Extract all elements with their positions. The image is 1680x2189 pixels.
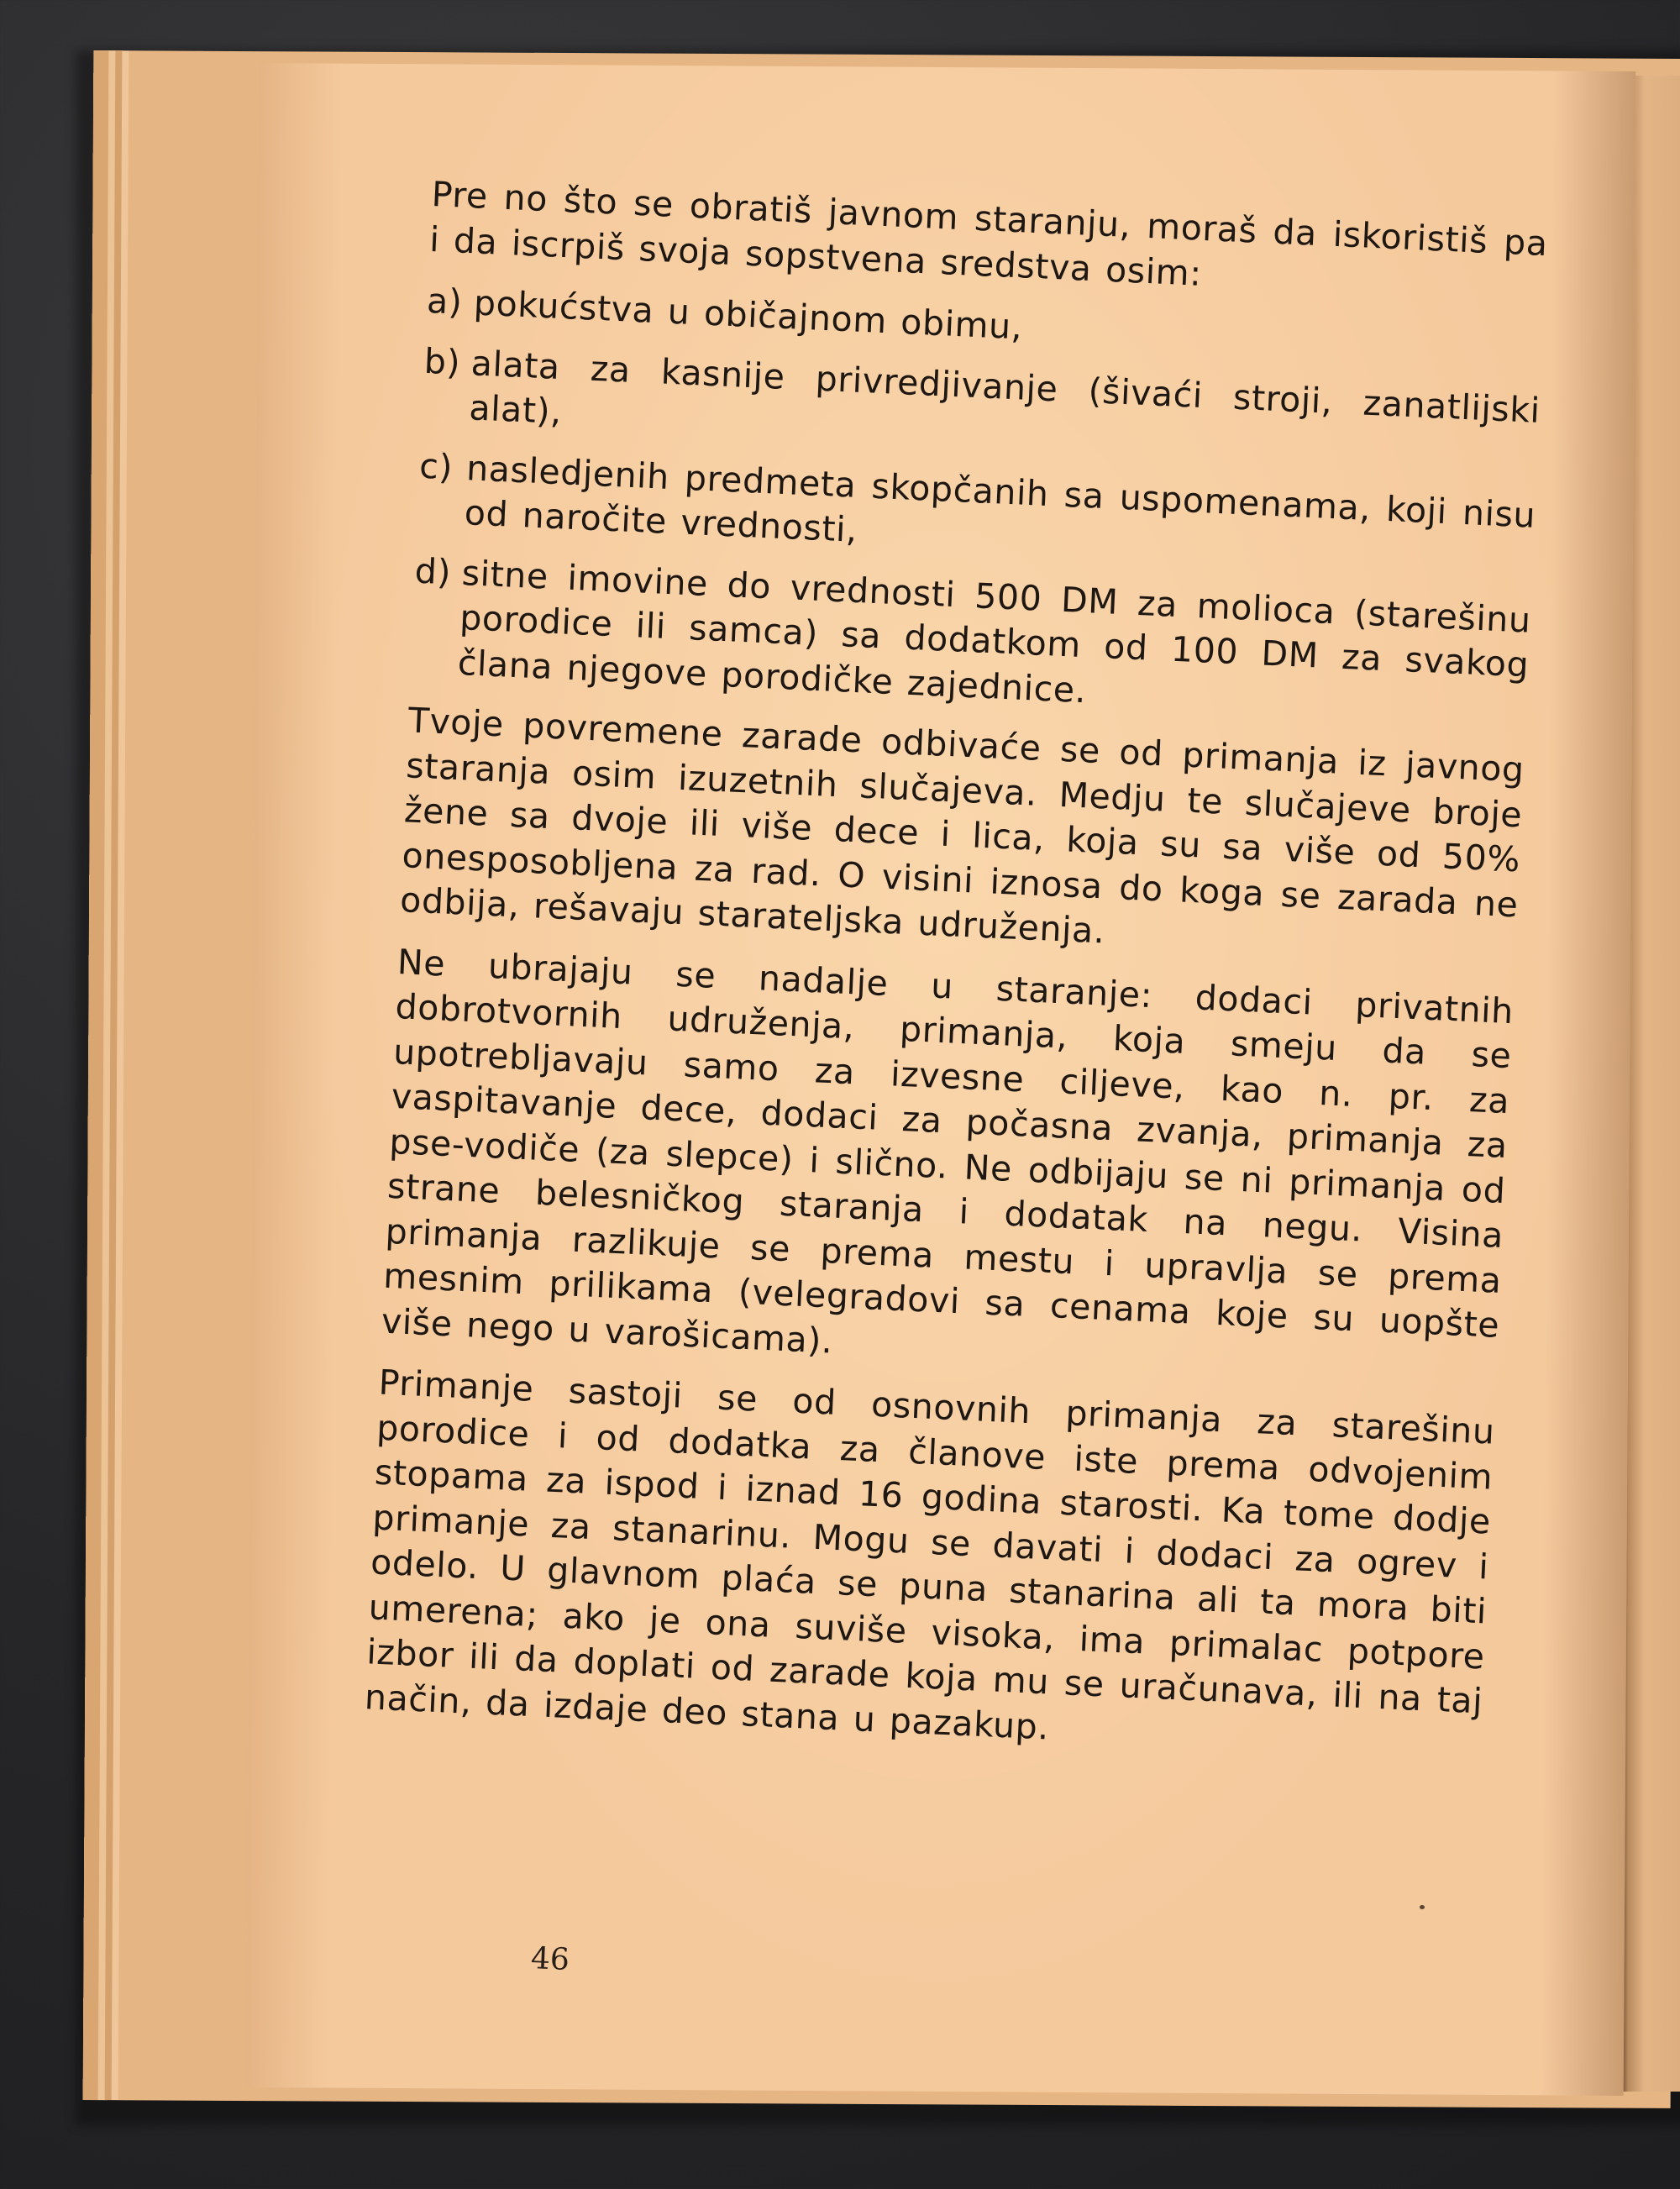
list-item-label: b) (423, 340, 462, 383)
list-item-label: c) (418, 445, 454, 487)
exemption-list (410, 279, 1544, 733)
list-item-label: d) (413, 550, 453, 592)
page-text (363, 172, 1549, 1786)
list-item-text: sitne imovine do vrednosti 500 DM za molioca (starešinu porodice ili samca) sa dodatkom od 100 DM za svakog člana njegove porodičke zajednice. (457, 552, 1532, 711)
benefit-composition-paragraph: Primanje sastoji se od osnovnih primanja za starešinu porodice i od dodatka za članove iste prema odvojenim stopama za ispod i iznad 16 godina starosti. Ka tome dodje primanje za stanarinu. Mogu se davati i dodaci za ogrev i odelo. U glavnom plaća se puna stanarina ali ta mora biti umerena; ako je ona suviše visoka, ima primalac potpore izbor ili da doplati od zarade koja mu se uračunava, ili na taj način, da izdaje deo stana u pazakup. (364, 1362, 1496, 1747)
exclusions-paragraph: Ne ubrajaju se nadalje u staranje: dodaci privatnih dobrotvornih udruženja, primanja, koja smeju da se upotrebljavaju samo za izvesne ciljeve, kao n. pr. za vaspitavanje dece, dodaci za počasna zvanja, primanja za pse-vodiče (za slepce) i slično. Ne odbijaju se ni primanja od strane belesničkog staranja i dodatak na negu. Visina primanja razlikuje se prema mestu i upravlja se prema mesnim prilikama (velegradovi sa cenama koje su uopšte više nego u varošicama). (381, 941, 1515, 1362)
list-item-text: nasledjenih predmeta skopčanih sa uspomenama, koji nisu od naročite vrednosti, (463, 447, 1537, 550)
list-item-text: pokućstva u običajnom obimu, (473, 282, 1024, 348)
earnings-paragraph: Tvoje povremene zarade odbivaće se od primanja iz javnog staranja osim izuzetnih slučajeva. Medju te slučajeve broje žene sa dvoje ili više dece i lica, koja su sa više od 50% onesposobljena za rad. O visini iznosa do koga se zarada ne odbija, rešavaju starateljska udruženja. (399, 700, 1525, 952)
page-number: 46 (530, 1941, 570, 1977)
print-speck (1420, 1905, 1425, 1909)
list-item-text: alata za kasnije privredjivanje (šivaći stroji, zanatlijski alat), (468, 342, 1541, 433)
intro-paragraph: Pre no što se obratiš javnom staranju, moraš da iskoristiš pa i da iscrpiš svoja sopstvena sredstva osim: (428, 173, 1549, 294)
list-item-label: a) (426, 280, 464, 323)
